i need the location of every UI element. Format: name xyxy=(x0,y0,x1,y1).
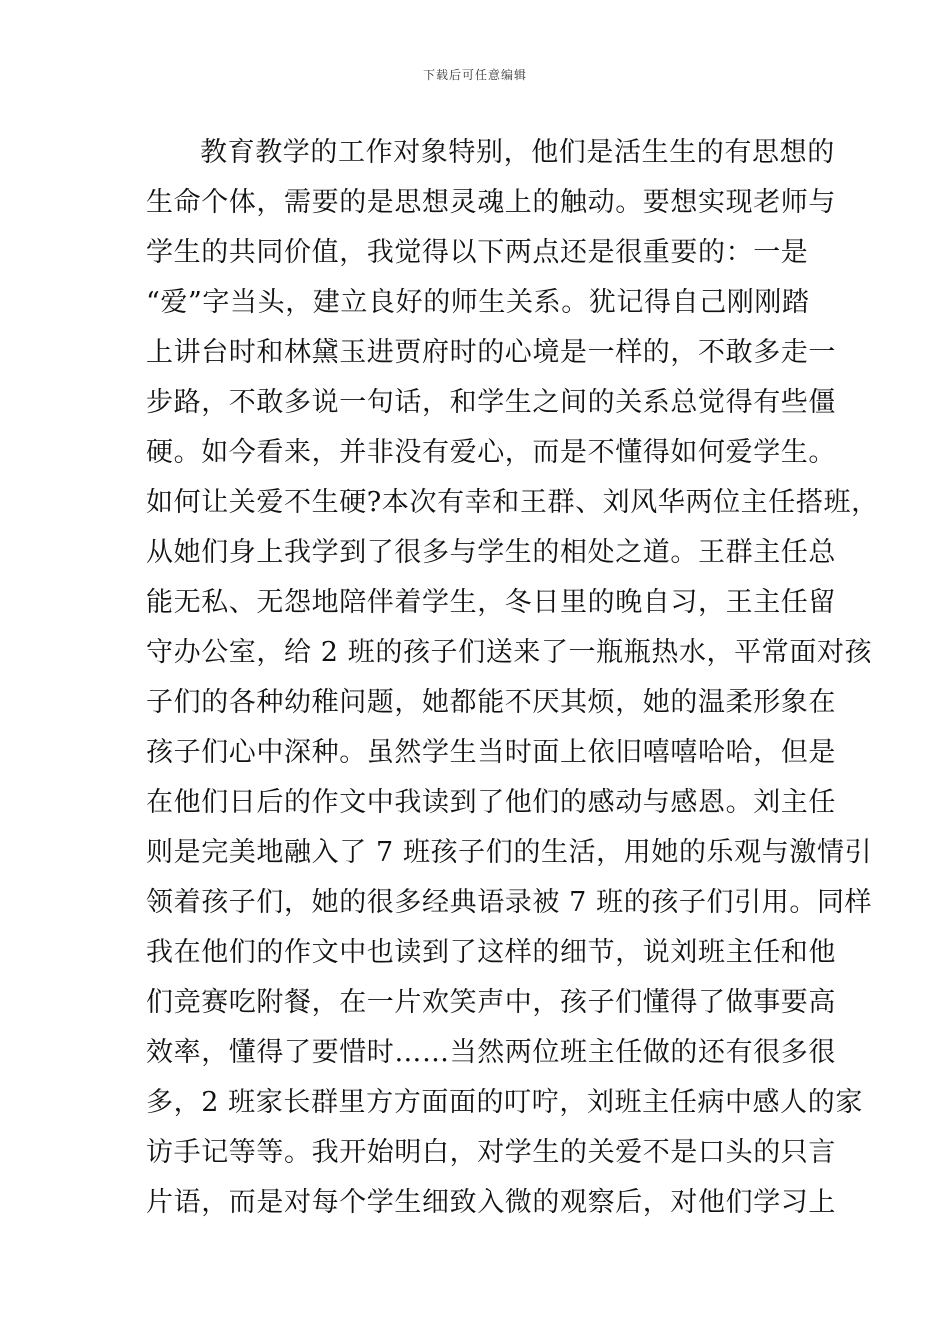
text-line: 从她们身上我学到了很多与学生的相处之道。王群主任总 xyxy=(146,537,836,568)
text-line: 们竞赛吃附餐，在一片欢笑声中，孩子们懂得了做事要高 xyxy=(146,987,836,1018)
text-line: 则是完美地融入了 7 班孩子们的生活，用她的乐观与激情引 xyxy=(146,837,873,868)
text-line: 如何让关爱不生硬?本次有幸和王群、刘风华两位主任搭班， xyxy=(146,487,879,518)
text-line: 片语，而是对每个学生细致入微的观察后，对他们学习上 xyxy=(146,1187,836,1218)
text-line: “爱”字当头，建立良好的师生关系。犹记得自己刚刚踏 xyxy=(146,287,810,318)
text-line: 多，2 班家长群里方方面面的叮咛，刘班主任病中感人的家 xyxy=(146,1087,863,1118)
document-body xyxy=(146,128,879,1228)
text-line: 我在他们的作文中也读到了这样的细节，说刘班主任和他 xyxy=(146,937,836,968)
text-line: 领着孩子们，她的很多经典语录被 7 班的孩子们引用。同样 xyxy=(146,887,873,918)
text-line: 学生的共同价值，我觉得以下两点还是很重要的：一是 xyxy=(146,237,809,268)
text-line: 教育教学的工作对象特别，他们是活生生的有思想的 xyxy=(200,137,835,168)
text-line: 能无私、无怨地陪伴着学生，冬日里的晚自习，王主任留 xyxy=(146,587,836,618)
text-line: 子们的各种幼稚问题，她都能不厌其烦，她的温柔形象在 xyxy=(146,687,836,718)
text-line: 孩子们心中深种。虽然学生当时面上依旧嘻嘻哈哈，但是 xyxy=(146,737,836,768)
text-line: 硬。如今看来，并非没有爱心，而是不懂得如何爱学生。 xyxy=(146,437,836,468)
text-line: 效率，懂得了要惜时……当然两位班主任做的还有很多很 xyxy=(146,1037,836,1068)
text-line: 守办公室，给 2 班的孩子们送来了一瓶瓶热水，平常面对孩 xyxy=(146,637,873,668)
text-line: 上讲台时和林黛玉进贾府时的心境是一样的，不敢多走一 xyxy=(146,337,836,368)
text-line: 步路，不敢多说一句话，和学生之间的关系总觉得有些僵 xyxy=(146,387,836,418)
page-header: 下载后可任意编辑 xyxy=(422,68,527,82)
text-line: 生命个体，需要的是思想灵魂上的触动。要想实现老师与 xyxy=(146,187,836,218)
text-line: 访手记等等。我开始明白，对学生的关爱不是口头的只言 xyxy=(146,1137,836,1168)
text-line: 在他们日后的作文中我读到了他们的感动与感恩。刘主任 xyxy=(146,787,836,818)
